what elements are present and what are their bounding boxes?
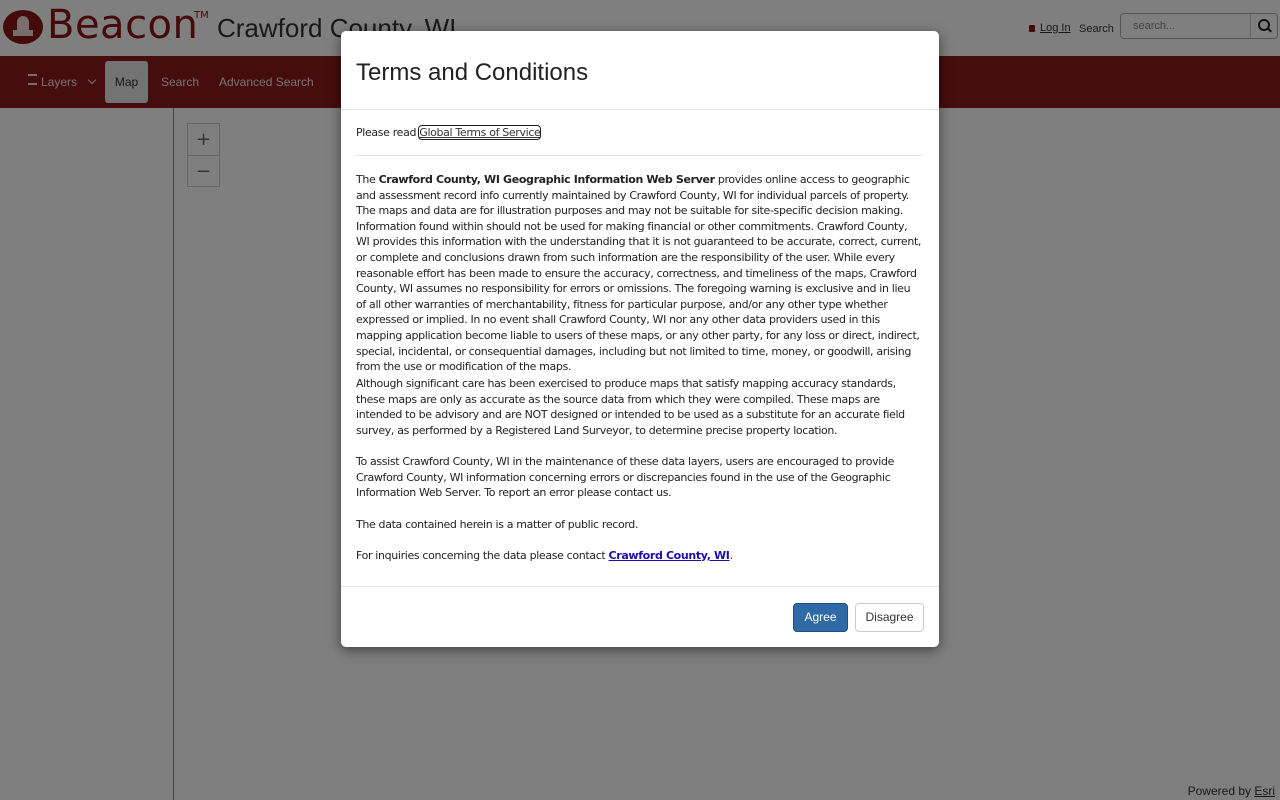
terms-paragraph-1 — [356, 172, 923, 375]
global-terms-link[interactable]: Global Terms of Service — [419, 126, 541, 139]
p1-prefix: The — [356, 173, 379, 186]
terms-paragraph-5 — [356, 548, 923, 564]
p5-prefix: For inquiries concerning the data please contact — [356, 549, 609, 562]
contact-county-link[interactable]: Crawford County, WI — [608, 549, 730, 562]
divider — [341, 586, 939, 587]
terms-paragraph-3: To assist Crawford County, WI in the maintenance of these data layers, users are encouraged to provide Crawford County, WI information concerning errors or discrepancies found in the use of the Geographic Information Web Server. To report an error please contact us. — [356, 455, 895, 500]
terms-paragraph-2: Although significant care has been exercised to produce maps that satisfy mapping accuracy standards, these maps are only as accurate as the source data from which they were compiled. These maps are intended to be advisory and are NOT designed or intended to be used as a substitute for an accurate field survey, as performed by a Registered Land Surveyor, to determine precise property location. — [356, 377, 905, 437]
p5-suffix: . — [729, 549, 733, 562]
p1-rest: provides online access to geographic and assessment record info currently maintained by Crawford County, WI for individual parcels of property. The maps and data are for illustration purposes and may not be suitable for site-specific decision making. Information found within should not be used for making financial or other commitments. Crawford County, WI provides this information with the understanding that it is not guaranteed to be accurate, correct, current, or complete and conclusions drawn from such information are the responsibility of the user. While every reasonable effort has been made to ensure the accuracy, correctness, and timeliness of the maps, Crawford County, WI assumes no responsibility for errors or omissions. The foregoing warning is exclusive and in lieu of all other warranties of merchantability, fitness for particular purpose, and/or any other type whether expressed or implied. In no event shall Crawford County, WI nor any other data providers used in this mapping application become liable to users of these maps, or any other party, for any loss or direct, indirect, special, incidental, or consequential damages, including but not limited to time, money, or goodwill, arising from the use or modification of the maps. — [356, 173, 922, 374]
divider — [341, 109, 939, 110]
dialog-title: Terms and Conditions — [356, 59, 589, 86]
read-prefix: Please read — [356, 126, 420, 139]
terms-read-line — [356, 125, 923, 141]
terms-paragraph-4: The data contained herein is a matter of public record. — [356, 518, 639, 531]
terms-dialog — [341, 31, 939, 647]
p1-bold: Crawford County, WI Geographic Information Web Server — [378, 173, 715, 186]
disagree-button[interactable]: Disagree — [855, 603, 924, 632]
divider — [356, 155, 923, 156]
agree-button[interactable]: Agree — [793, 603, 848, 632]
